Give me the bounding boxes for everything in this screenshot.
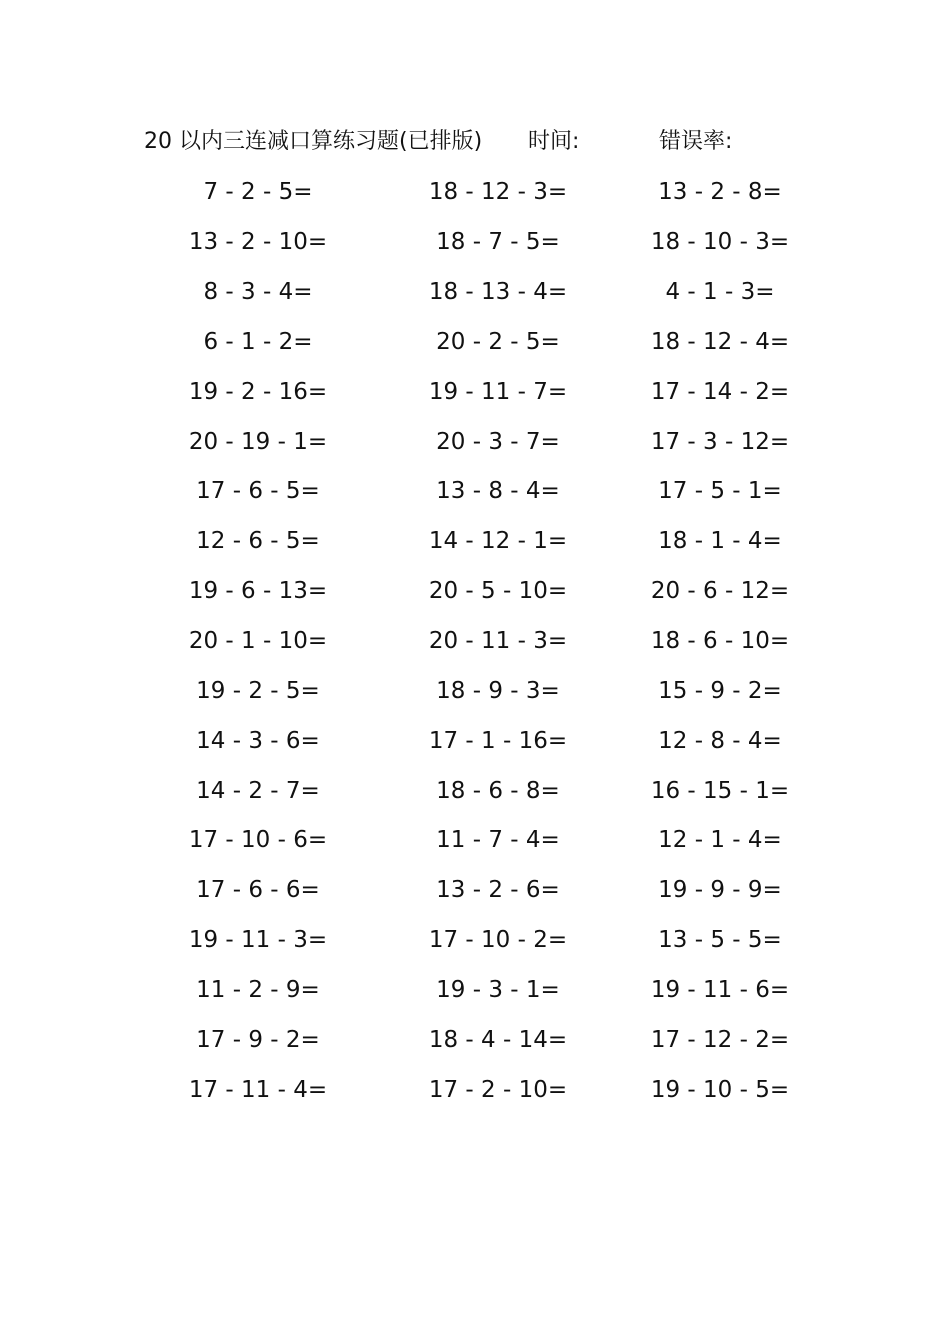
- arithmetic-problem: 17 - 5 - 1=: [658, 478, 782, 505]
- arithmetic-problem: 17 - 1 - 16=: [428, 727, 568, 754]
- problem-row: [140, 916, 820, 966]
- arithmetic-problem: 18 - 4 - 14=: [428, 1026, 568, 1053]
- arithmetic-problem: 17 - 12 - 2=: [650, 1026, 790, 1053]
- arithmetic-problem: 11 - 7 - 4=: [436, 827, 560, 854]
- arithmetic-problem: 17 - 14 - 2=: [650, 378, 790, 405]
- time-label: 时间:: [528, 129, 580, 154]
- arithmetic-problem: 17 - 6 - 5=: [196, 478, 320, 505]
- arithmetic-problem: 18 - 9 - 3=: [436, 677, 560, 704]
- problem-row: [140, 517, 820, 567]
- arithmetic-problem: 13 - 5 - 5=: [658, 927, 782, 954]
- problem-row: [140, 966, 820, 1016]
- arithmetic-problem: 20 - 19 - 1=: [188, 428, 328, 455]
- arithmetic-problem: 14 - 12 - 1=: [428, 528, 568, 555]
- arithmetic-problem: 14 - 2 - 7=: [196, 777, 320, 804]
- arithmetic-problem: 11 - 2 - 9=: [196, 976, 320, 1003]
- problem-row: [140, 318, 820, 368]
- problem-row: [140, 617, 820, 667]
- arithmetic-problem: 18 - 1 - 4=: [658, 528, 782, 555]
- arithmetic-problem: 20 - 6 - 12=: [650, 578, 790, 605]
- arithmetic-problem: 20 - 1 - 10=: [188, 628, 328, 655]
- arithmetic-problem: 19 - 11 - 7=: [428, 378, 568, 405]
- arithmetic-problem: 18 - 10 - 3=: [650, 229, 790, 256]
- arithmetic-problem: 13 - 2 - 8=: [658, 179, 782, 206]
- problem-row: [140, 1015, 820, 1065]
- arithmetic-problem: 17 - 9 - 2=: [196, 1026, 320, 1053]
- arithmetic-problem: 13 - 2 - 10=: [188, 229, 328, 256]
- arithmetic-problem: 12 - 6 - 5=: [196, 528, 320, 555]
- arithmetic-problem: 17 - 3 - 12=: [650, 428, 790, 455]
- arithmetic-problem: 17 - 6 - 6=: [196, 877, 320, 904]
- arithmetic-problem: 18 - 6 - 8=: [436, 777, 560, 804]
- arithmetic-problem: 18 - 12 - 3=: [428, 179, 568, 206]
- problem-row: [140, 816, 820, 866]
- problem-grid: [140, 168, 820, 1115]
- arithmetic-problem: 20 - 11 - 3=: [428, 628, 568, 655]
- worksheet-header: [144, 124, 804, 160]
- arithmetic-problem: 15 - 9 - 2=: [658, 677, 782, 704]
- arithmetic-problem: 18 - 7 - 5=: [436, 229, 560, 256]
- arithmetic-problem: 17 - 10 - 2=: [428, 927, 568, 954]
- arithmetic-problem: 17 - 2 - 10=: [428, 1076, 568, 1103]
- error-rate-label: 错误率:: [659, 129, 733, 154]
- problem-row: [140, 1065, 820, 1115]
- arithmetic-problem: 12 - 8 - 4=: [658, 727, 782, 754]
- problem-row: [140, 666, 820, 716]
- arithmetic-problem: 18 - 6 - 10=: [650, 628, 790, 655]
- problem-row: [140, 716, 820, 766]
- problem-row: [140, 417, 820, 467]
- problem-row: [140, 218, 820, 268]
- problem-row: [140, 567, 820, 617]
- arithmetic-problem: 19 - 2 - 5=: [196, 677, 320, 704]
- arithmetic-problem: 19 - 9 - 9=: [658, 877, 782, 904]
- arithmetic-problem: 20 - 5 - 10=: [428, 578, 568, 605]
- arithmetic-problem: 13 - 2 - 6=: [436, 877, 560, 904]
- arithmetic-problem: 16 - 15 - 1=: [650, 777, 790, 804]
- arithmetic-problem: 19 - 11 - 6=: [650, 976, 790, 1003]
- arithmetic-problem: 6 - 1 - 2=: [203, 328, 313, 355]
- arithmetic-problem: 12 - 1 - 4=: [658, 827, 782, 854]
- problem-row: [140, 467, 820, 517]
- arithmetic-problem: 19 - 11 - 3=: [188, 927, 328, 954]
- arithmetic-problem: 17 - 10 - 6=: [188, 827, 328, 854]
- arithmetic-problem: 19 - 2 - 16=: [188, 378, 328, 405]
- arithmetic-problem: 20 - 2 - 5=: [436, 328, 560, 355]
- arithmetic-problem: 18 - 12 - 4=: [650, 328, 790, 355]
- problem-row: [140, 168, 820, 218]
- arithmetic-problem: 17 - 11 - 4=: [188, 1076, 328, 1103]
- worksheet-title: 20 以内三连减口算练习题(已排版): [144, 129, 483, 154]
- arithmetic-problem: 20 - 3 - 7=: [436, 428, 560, 455]
- arithmetic-problem: 13 - 8 - 4=: [436, 478, 560, 505]
- arithmetic-problem: 18 - 13 - 4=: [428, 279, 568, 306]
- arithmetic-problem: 4 - 1 - 3=: [665, 279, 775, 306]
- problem-row: [140, 866, 820, 916]
- arithmetic-problem: 14 - 3 - 6=: [196, 727, 320, 754]
- arithmetic-problem: 8 - 3 - 4=: [203, 279, 313, 306]
- arithmetic-problem: 19 - 3 - 1=: [436, 976, 560, 1003]
- problem-row: [140, 367, 820, 417]
- problem-row: [140, 766, 820, 816]
- arithmetic-problem: 7 - 2 - 5=: [203, 179, 313, 206]
- problem-row: [140, 268, 820, 318]
- arithmetic-problem: 19 - 10 - 5=: [650, 1076, 790, 1103]
- arithmetic-problem: 19 - 6 - 13=: [188, 578, 328, 605]
